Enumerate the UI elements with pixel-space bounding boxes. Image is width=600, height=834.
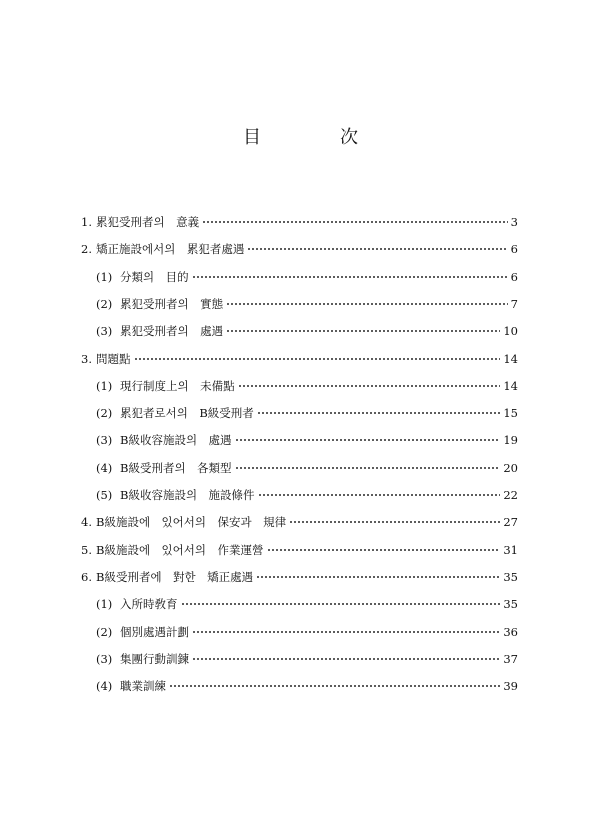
dot-leader [202,212,508,232]
toc-entry-page: 15 [503,406,518,420]
toc-entry [96,458,518,478]
toc-entry-title: B級收容施設의 處遇 [120,433,232,447]
dot-leader [258,485,501,505]
dot-leader [134,349,501,369]
toc-entry-number: 5. [81,543,92,557]
toc-entry-title: 問題點 [96,352,131,366]
toc-entry-title: 集團行動訓鍊 [120,652,189,666]
toc-entry-page: 10 [503,324,518,338]
toc-entry-title: 累犯受刑者의 實態 [120,297,224,311]
toc-entry [81,567,518,587]
toc-entry-page: 19 [503,433,518,447]
toc-entry-page: 31 [503,543,518,557]
toc-entry [81,540,518,560]
dot-leader [257,403,501,423]
toc-entry-number: (1) [96,270,113,284]
toc-entry-number: 3. [81,352,92,366]
toc-entry-page: 14 [503,352,518,366]
toc-entry [81,349,518,369]
toc-entry-page: 22 [503,488,518,502]
toc-entry-number: (3) [96,324,113,338]
toc-entry-title: 矯正施設에서의 累犯者處遇 [96,242,245,256]
toc-entry-number: (1) [96,379,113,393]
toc-entry-page: 36 [503,625,518,639]
dot-leader [226,321,500,341]
toc-entry [96,649,518,669]
toc-entry-title: 分類의 目的 [120,270,189,284]
toc-entry-number: (5) [96,488,113,502]
dot-leader [238,376,501,396]
toc-entry-title: 個別處遇計劃 [120,625,189,639]
dot-leader [169,676,500,696]
toc-entry-number: (2) [96,406,113,420]
dot-leader [267,540,501,560]
dot-leader [181,594,501,614]
toc-entry-number: (4) [96,679,113,693]
dot-leader [235,458,501,478]
toc-entry-title: 入所時敎育 [120,597,178,611]
toc-entry-title: 累犯受刑者의 意義 [96,215,200,229]
toc-entry-number: (3) [96,433,113,447]
toc-entry [81,212,518,232]
toc-entry-title: B級收容施設의 施設條件 [120,488,255,502]
toc-entry [96,594,518,614]
toc-entry-number: 2. [81,242,92,256]
toc-entry-number: (4) [96,461,113,475]
toc-entry-title: 累犯受刑者의 處遇 [120,324,224,338]
toc-entry-page: 6 [510,270,518,284]
dot-leader [235,430,501,450]
toc-entry-number: 4. [81,515,92,529]
dot-leader [289,512,500,532]
toc-entry [96,403,518,423]
toc-entry [96,485,518,505]
toc-entry-title: 累犯者로서의 B級受刑者 [120,406,254,420]
toc-entry-page: 14 [503,379,518,393]
dot-leader [192,267,508,287]
toc-entry-page: 20 [503,461,518,475]
toc-entry-number: (2) [96,297,113,311]
toc-entry [96,430,518,450]
toc-entry [96,622,518,642]
toc-entry-title: B級受刑者에 對한 矯正處遇 [96,570,254,584]
toc-entry-number: (2) [96,625,113,639]
toc-entry-page: 7 [510,297,518,311]
dot-leader [247,239,507,259]
toc-entry-page: 35 [503,570,518,584]
toc-entry [81,512,518,532]
toc-entry [96,676,518,696]
toc-entry-title: B級受刑者의 各類型 [120,461,232,475]
toc-entry-page: 37 [503,652,518,666]
toc-entry [96,321,518,341]
toc-entry-title: B級施設에 있어서의 作業運營 [96,543,264,557]
toc-title-part1: 目 [243,127,262,148]
toc-entry-number: (1) [96,597,113,611]
toc-entry-page: 27 [503,515,518,529]
toc-entry-title: 職業訓練 [120,679,166,693]
toc-entry-number: 1. [81,215,92,229]
dot-leader [192,622,500,642]
toc-entry-page: 39 [503,679,518,693]
toc-entry-title: B級施設에 있어서의 保安과 規律 [96,515,287,529]
dot-leader [256,567,500,587]
toc-entry [96,376,518,396]
toc-entry-title: 現行制度上의 未備點 [120,379,235,393]
toc-entry [96,267,518,287]
toc-entry-page: 35 [503,597,518,611]
toc-entry-page: 6 [510,242,518,256]
toc-entry-page: 3 [510,215,518,229]
dot-leader [192,649,500,669]
toc-title [0,123,600,153]
toc-entry [96,294,518,314]
toc-title-part2: 次 [340,127,359,148]
toc-entry-number: (3) [96,652,113,666]
toc-entry-number: 6. [81,570,92,584]
dot-leader [226,294,508,314]
toc-entry [81,239,518,259]
